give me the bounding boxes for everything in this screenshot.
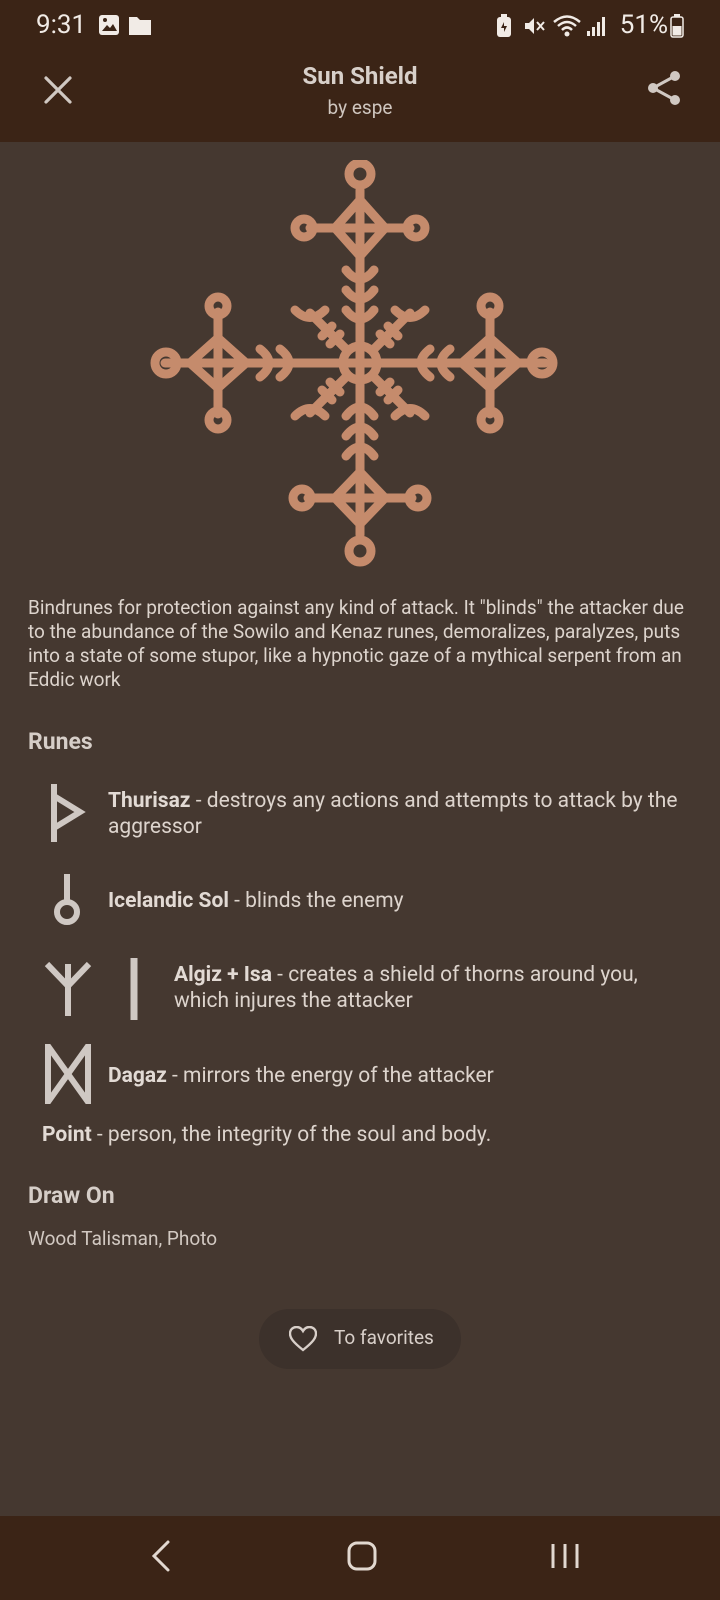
rune-meaning: - mirrors the energy of the attacker <box>166 1064 494 1088</box>
mute-icon <box>522 14 546 38</box>
rune-name: Icelandic Sol <box>108 889 229 913</box>
folder-icon <box>128 14 152 36</box>
rune-item-algiz-isa <box>174 962 694 1014</box>
sun-shield-symbol <box>150 160 570 570</box>
back-icon[interactable] <box>142 1536 182 1576</box>
to-favorites-button[interactable] <box>259 1309 461 1369</box>
recents-icon[interactable] <box>545 1536 585 1576</box>
rune-meaning: - blinds the enemy <box>228 889 404 913</box>
rune-item-point <box>42 1122 682 1148</box>
rune-item-dagaz <box>108 1063 688 1089</box>
runes-section-title: Runes <box>28 728 93 755</box>
battery-saver-icon <box>494 14 514 38</box>
battery-percentage: 51% <box>619 10 668 40</box>
algiz-rune-icon <box>44 960 92 1018</box>
draw-on-value: Wood Talisman, Photo <box>28 1227 218 1250</box>
rune-meaning: - creates a shield of thorns around you, which injures the attacker <box>174 963 638 1013</box>
icelandic-sol-rune-icon <box>52 874 82 926</box>
share-icon[interactable] <box>644 68 684 108</box>
description-text: Bindrunes for protection against any kind of attack. It "blinds" the attacker due to the abundance of the Sowilo and Kenaz runes, demoralizes, paralyzes, puts into a state of some stupor, like a hypnotic gaze of a mythical serpent from an Eddic work <box>28 596 684 691</box>
wifi-icon <box>552 14 582 38</box>
rune-item-thurisaz <box>108 788 688 840</box>
page-title: Sun Shield <box>302 62 418 90</box>
to-favorites-label: To favorites <box>334 1326 434 1349</box>
draw-on-section-title: Draw On <box>28 1182 115 1209</box>
app-bar <box>0 54 720 142</box>
status-time: 9:31 <box>36 10 87 40</box>
dagaz-rune-icon <box>44 1044 92 1104</box>
home-icon[interactable] <box>342 1536 382 1576</box>
rune-name: Thurisaz <box>108 789 191 813</box>
page-author: by espe <box>327 96 393 119</box>
signal-icon <box>586 14 608 38</box>
rune-meaning: - person, the integrity of the soul and body. <box>91 1123 492 1147</box>
rune-name: Point <box>42 1123 92 1147</box>
rune-name: Algiz + Isa <box>174 963 272 987</box>
system-nav-bar <box>0 1516 720 1600</box>
battery-icon <box>670 14 684 38</box>
rune-item-icelandic-sol <box>108 888 688 914</box>
rune-name: Dagaz <box>108 1064 167 1088</box>
status-bar <box>0 0 720 54</box>
heart-icon <box>289 1326 317 1352</box>
rune-meaning: - destroys any actions and attempts to attack by the aggressor <box>108 789 678 839</box>
thurisaz-rune-icon <box>48 782 86 844</box>
isa-rune-icon <box>128 958 140 1020</box>
image-icon <box>98 14 120 36</box>
